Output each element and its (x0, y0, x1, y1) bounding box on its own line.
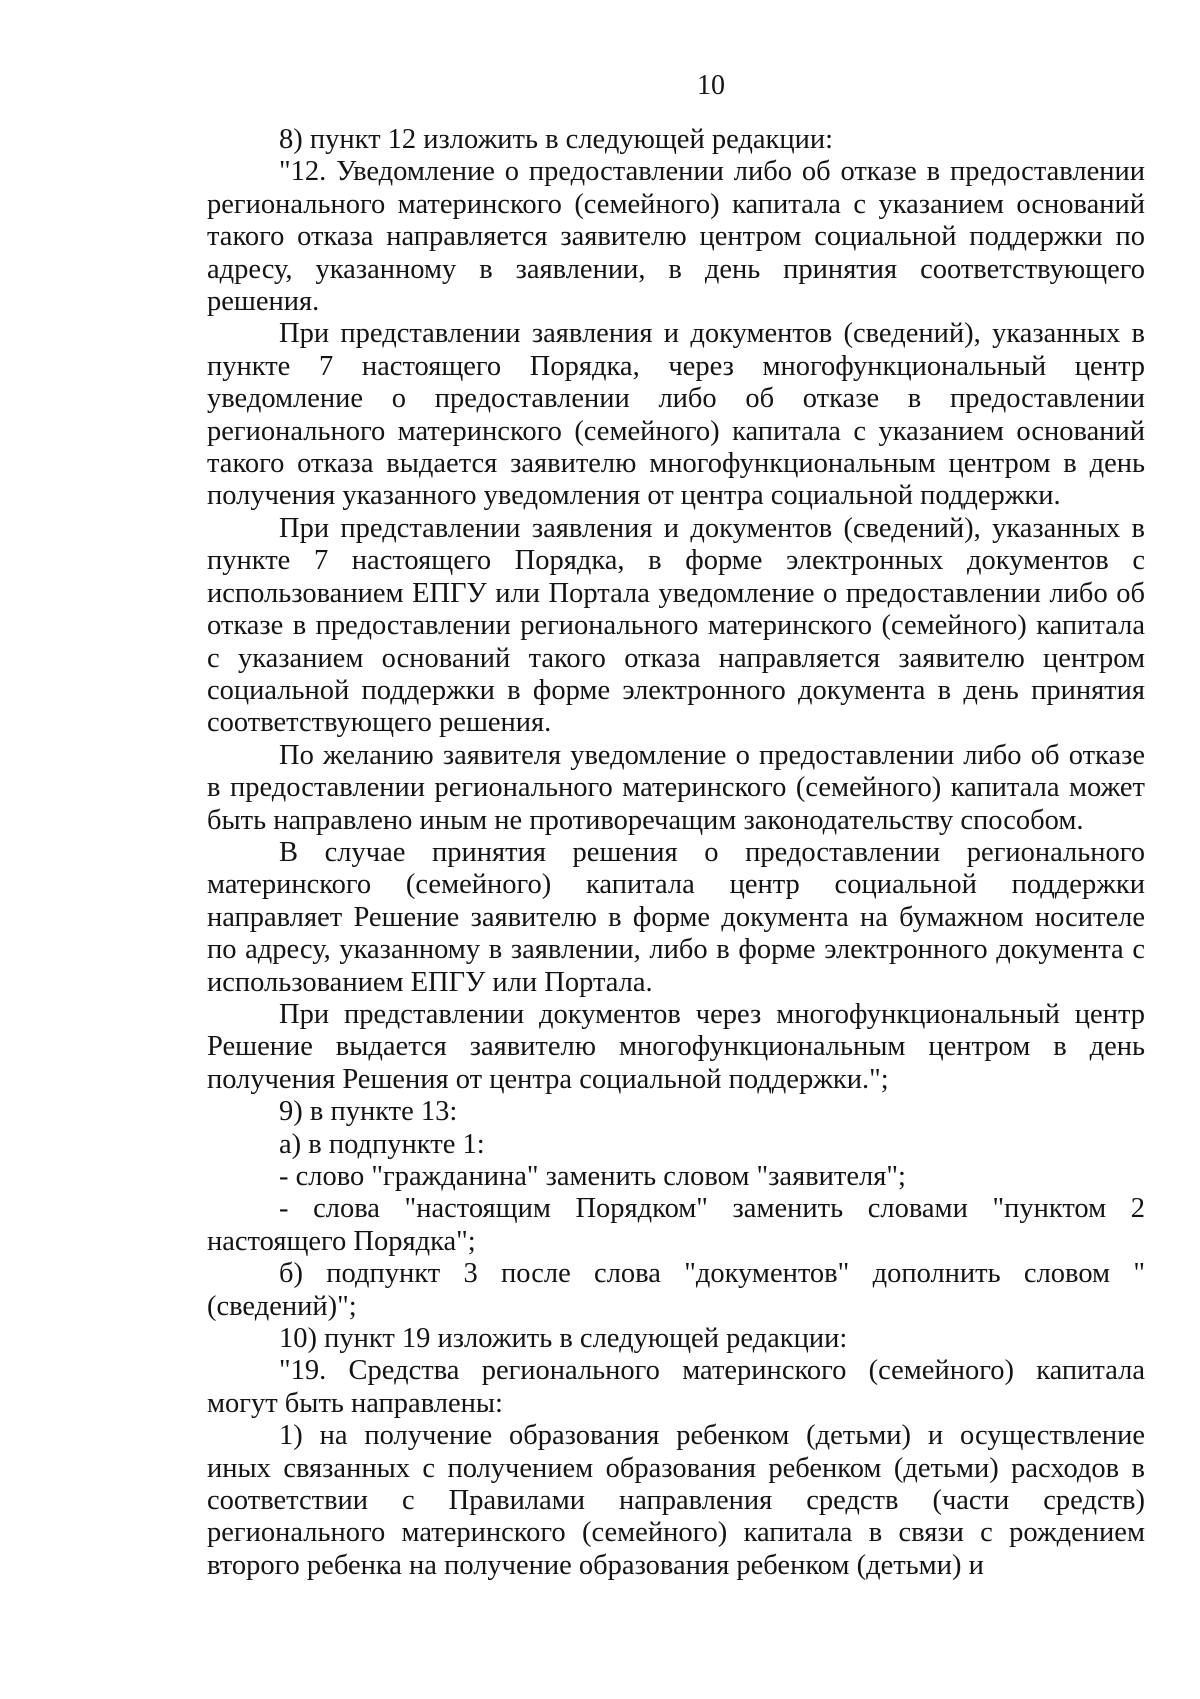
paragraph: "19. Средства регионального материнского (семейного) капитала могут быть направлены: (207, 1355, 1145, 1419)
paragraph: В случае принятия решения о предоставлении регионального материнского (семейного) капитала центр социальной поддержки направляет Решение заявителю в форме документа на бумажном носителе по адресу, указанному в заявлении, либо в форме электронного документа с использованием ЕПГУ или Портала. (207, 836, 1145, 998)
paragraph: При представлении заявления и документов (сведений), указанных в пункте 7 настоящего Порядка, в форме электронных документов с использованием ЕПГУ или Портала уведомление о предоставлении либо об отказе в предоставлении регионального материнского (семейного) капитала с указанием оснований такого отказа направляется заявителю центром социальной поддержки в форме электронного документа в день принятия соответствующего решения. (207, 512, 1145, 739)
paragraph: а) в подпункте 1: (279, 1128, 485, 1160)
paragraph: - слово "гражданина" заменить словом "заявителя"; (279, 1161, 906, 1192)
paragraph: 8) пункт 12 изложить в следующей редакции: (279, 124, 834, 155)
document-body (207, 124, 1145, 1582)
paragraph: 1) на получение образования ребенком (детьми) и осуществление иных связанных с получением образования ребенком (детьми) расходов в соответствии с Правилами направления средств (части средств) регионального материнского (семейного) капитала в связи с рождением второго ребенка на получение образования ребенком (детьми) и (207, 1420, 1145, 1581)
paragraph: При представлении документов через многофункциональный центр Решение выдается заявителю многофункциональным центром в день получения Решения от центра социальной поддержки."; (207, 998, 1145, 1095)
paragraph: б) подпункт 3 после слова "документов" дополнить словом "(сведений)"; (207, 1258, 1145, 1322)
paragraph: - слова "настоящим Порядком" заменить словами "пунктом 2 настоящего Порядка"; (207, 1193, 1145, 1257)
paragraph: 9) в пункте 13: (279, 1096, 458, 1128)
paragraph: "12. Уведомление о предоставлении либо об отказе в предоставлении регионального материнского (семейного) капитала с указанием оснований такого отказа направляется заявителю центром социальной поддержки по адресу, указанному в заявлении, в день принятия соответствующего решения. (207, 156, 1145, 318)
paragraph: По желанию заявителя уведомление о предоставлении либо об отказе в предоставлении регионального материнского (семейного) капитала может быть направлено иным не противоречащим законодательству способом. (207, 739, 1145, 836)
page-number: 10 (697, 70, 725, 101)
paragraph: 10) пункт 19 изложить в следующей редакции: (279, 1323, 848, 1355)
paragraph: При представлении заявления и документов (сведений), указанных в пункте 7 настоящего Порядка, через многофункциональный центр уведомление о предоставлении либо об отказе в предоставлении регионального материнского (семейного) капитала с указанием оснований такого отказа выдается заявителю многофункциональным центром в день получения указанного уведомления от центра социальной поддержки. (207, 318, 1145, 512)
